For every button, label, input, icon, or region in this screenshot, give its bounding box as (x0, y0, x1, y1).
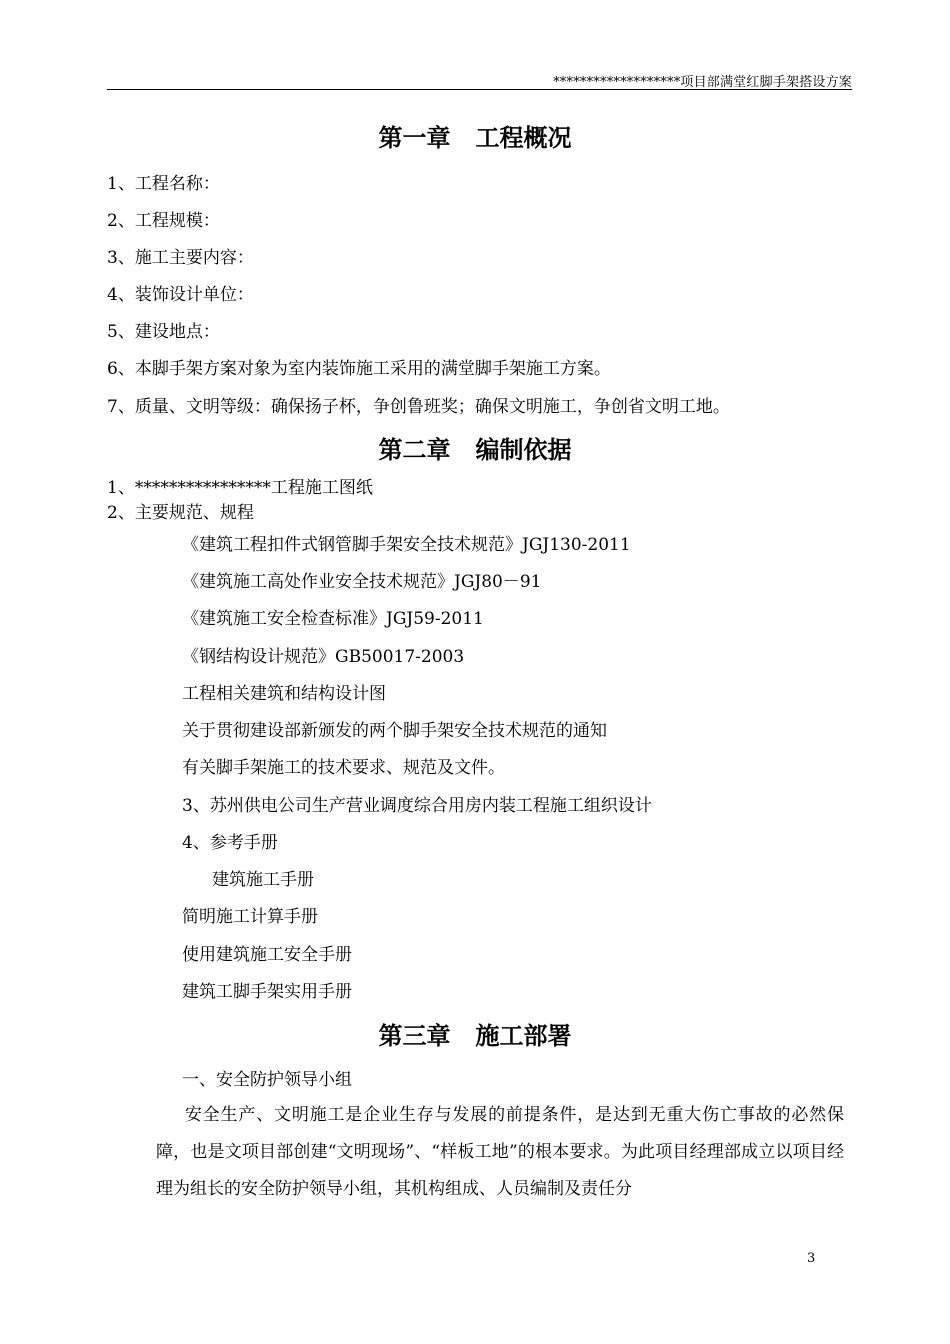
spec-item: 《建筑施工安全检查标准》JGJ59-2011 (182, 609, 484, 629)
chapter-1-title: 第一章 工程概况 (378, 124, 572, 152)
section-heading: 一、安全防护领导小组 (182, 1070, 352, 1090)
manual-item: 建筑工脚手架实用手册 (182, 982, 352, 1002)
manual-item: 使用建筑施工安全手册 (182, 945, 352, 965)
header-rule (107, 89, 852, 90)
doc-item: 有关脚手架施工的技术要求、规范及文件。 (182, 758, 505, 778)
doc-item: 工程相关建筑和结构设计图 (182, 684, 386, 704)
manual-item: 建筑施工手册 (212, 870, 314, 890)
manual-item: 简明施工计算手册 (182, 907, 318, 927)
chapter-3-title: 第三章 施工部署 (378, 1022, 572, 1050)
spec-item: 《钢结构设计规范》GB50017-2003 (182, 647, 465, 667)
ch1-item-6: 6、本脚手架方案对象为室内装饰施工采用的满堂脚手架施工方案。 (107, 359, 611, 379)
doc-item: 关于贯彻建设部新颁发的两个脚手架安全技术规范的通知 (182, 721, 607, 741)
chapter-2-title: 第二章 编制依据 (378, 436, 572, 464)
paragraph-text: 安全生产、文明施工是企业生存与发展的前提条件，是达到无重大伤亡事故的必然保障，也是文项目部创建“文明现场”、“样板工地”的根本要求。为此项目经理部成立以项目经理为组长的安全防护领导小组，其机构组成、人员编制及责任分 (156, 1105, 844, 1199)
ch2-item-2: 2、主要规范、规程 (107, 503, 254, 523)
ch1-item-3: 3、施工主要内容： (107, 248, 254, 268)
page-number: 3 (807, 1251, 816, 1266)
page-header: *******************项目部满堂红脚手架搭设方案 (553, 75, 852, 90)
ch2-item-4: 4、参考手册 (182, 833, 278, 853)
spec-item: 《建筑施工高处作业安全技术规范》JGJ80－91 (182, 572, 542, 592)
ch1-item-7: 7、质量、文明等级：确保扬子杯，争创鲁班奖；确保文明施工，争创省文明工地。 (107, 397, 730, 417)
ch1-item-2: 2、工程规模： (107, 211, 220, 231)
ch1-item-5: 5、建设地点： (107, 322, 220, 342)
ch1-item-4: 4、装饰设计单位： (107, 285, 254, 305)
spec-item: 《建筑工程扣件式钢管脚手架安全技术规范》JGJ130-2011 (182, 535, 631, 555)
body-paragraph (156, 1097, 844, 1208)
ch1-item-1: 1、工程名称： (107, 174, 220, 194)
ch2-item-3: 3、苏州供电公司生产营业调度综合用房内装工程施工组织设计 (182, 796, 652, 816)
ch2-item-1: 1、****************工程施工图纸 (107, 478, 373, 498)
